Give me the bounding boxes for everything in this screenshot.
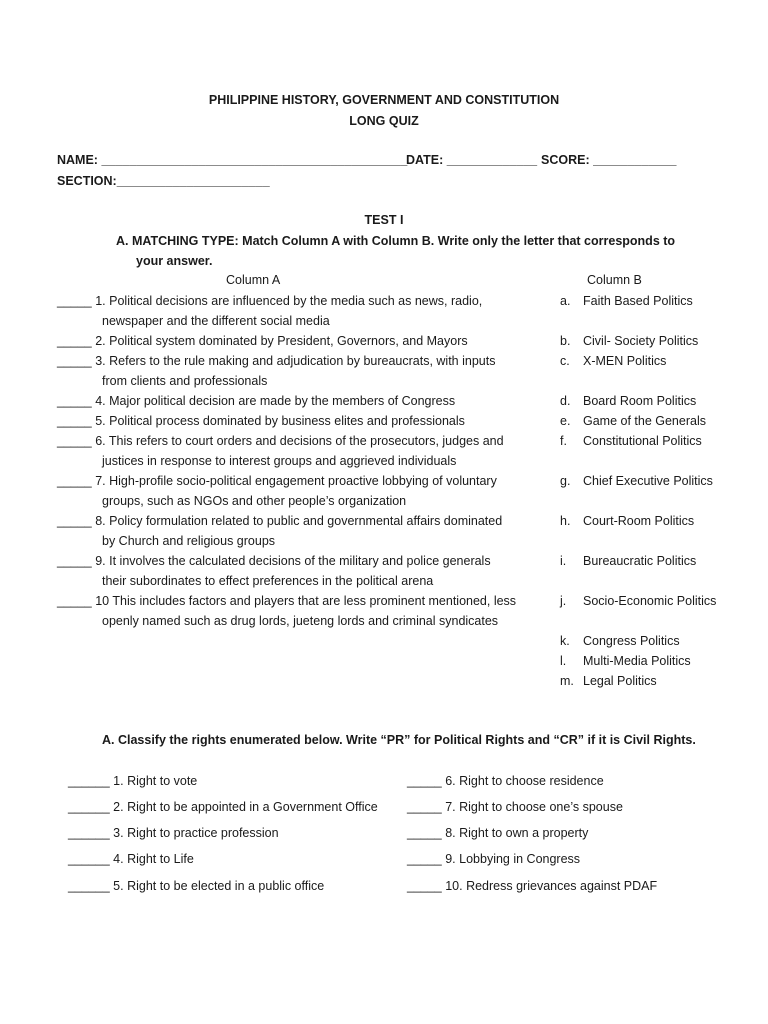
- test-title: TEST I: [364, 213, 404, 227]
- choice-letter: c.: [560, 354, 570, 368]
- choice-letter: m.: [560, 674, 574, 688]
- choice-letter: k.: [560, 634, 570, 648]
- choice-text: Chief Executive Politics: [583, 474, 713, 488]
- choice-item: [560, 291, 693, 311]
- matching-item-line2: groups, such as NGOs and other people’s organization: [102, 494, 407, 508]
- choice-item: [560, 411, 706, 431]
- choice-item: [560, 511, 694, 531]
- matching-item-line1: _____ 3. Refers to the rule making and adjudication by bureaucrats, with inputs: [57, 354, 496, 368]
- choice-text: Bureaucratic Politics: [583, 554, 697, 568]
- column-b-header: Column B: [587, 273, 642, 287]
- rights-item: ______ 4. Right to Life: [68, 852, 194, 866]
- choice-letter: l.: [560, 654, 567, 668]
- choice-text: Socio-Economic Politics: [583, 594, 717, 608]
- rights-item: ______ 2. Right to be appointed in a Government Office: [68, 800, 378, 814]
- choice-text: Multi-Media Politics: [583, 654, 691, 668]
- name-field: NAME: ____________________________________________: [57, 153, 408, 167]
- choice-letter: i.: [560, 554, 567, 568]
- rights-item: ______ 1. Right to vote: [68, 774, 198, 788]
- choice-item: [560, 351, 666, 371]
- rights-item: ______ 5. Right to be elected in a public office: [68, 879, 325, 893]
- matching-item-line1: _____ 5. Political process dominated by business elites and professionals: [57, 414, 465, 428]
- choice-letter: b.: [560, 334, 571, 348]
- matching-item: [57, 471, 537, 511]
- matching-item: [57, 551, 537, 591]
- choice-text: X-MEN Politics: [583, 354, 667, 368]
- matching-item-line1: _____ 10 This includes factors and players that are less prominent mentioned, less: [57, 594, 517, 608]
- choice-letter: d.: [560, 394, 571, 408]
- section-field: SECTION:______________________: [57, 174, 270, 188]
- instruction-line-2: your answer.: [136, 254, 213, 268]
- date-field: DATE: _____________: [406, 153, 538, 167]
- choice-item: [560, 431, 702, 451]
- matching-item: [57, 351, 537, 391]
- matching-item-line1: _____ 8. Policy formulation related to public and governmental affairs dominated: [57, 514, 503, 528]
- matching-item: [57, 511, 537, 551]
- matching-item-line1: _____ 9. It involves the calculated decisions of the military and police generals: [57, 554, 491, 568]
- matching-item-line1: _____ 4. Major political decision are made by the members of Congress: [57, 394, 456, 408]
- choice-item: [560, 551, 696, 571]
- matching-item-line1: _____ 6. This refers to court orders and decisions of the prosecutors, judges and: [57, 434, 504, 448]
- choice-item: [560, 391, 696, 411]
- rights-item: ______ 3. Right to practice profession: [68, 826, 279, 840]
- choice-text: Legal Politics: [583, 674, 657, 688]
- matching-item-line2: justices in response to interest groups and aggrieved individuals: [102, 454, 457, 468]
- choice-text: Faith Based Politics: [583, 294, 693, 308]
- rights-item: _____ 9. Lobbying in Congress: [407, 852, 581, 866]
- choice-letter: h.: [560, 514, 571, 528]
- instruction-line-1: A. MATCHING TYPE: Match Column A with Column B. Write only the letter that corresponds to: [116, 234, 676, 248]
- choice-text: Congress Politics: [583, 634, 680, 648]
- choice-item: [560, 651, 691, 671]
- score-field: SCORE: ____________: [541, 153, 677, 167]
- document-subtitle: LONG QUIZ: [349, 114, 419, 128]
- matching-item: [57, 591, 537, 631]
- rights-item: _____ 6. Right to choose residence: [407, 774, 604, 788]
- choice-item: [560, 471, 713, 491]
- matching-item-line1: _____ 7. High-profile socio-political engagement proactive lobbying of voluntary: [57, 474, 497, 488]
- matching-item-line1: _____ 1. Political decisions are influenced by the media such as news, radio,: [57, 294, 483, 308]
- rights-item: _____ 8. Right to own a property: [407, 826, 589, 840]
- classify-instruction: A. Classify the rights enumerated below. Write “PR” for Political Rights and “CR” if it is Civil Rights.: [102, 733, 696, 747]
- column-a-header: Column A: [226, 273, 281, 287]
- matching-item-line2: newspaper and the different social media: [102, 314, 330, 328]
- matching-item-line2: by Church and religious groups: [102, 534, 276, 548]
- choice-text: Civil- Society Politics: [583, 334, 699, 348]
- choice-item: [560, 631, 680, 651]
- rights-item: _____ 10. Redress grievances against PDAF: [407, 879, 658, 893]
- choice-item: [560, 331, 698, 351]
- choice-letter: j.: [560, 594, 567, 608]
- matching-item: [57, 331, 537, 351]
- matching-item-line2: their subordinates to effect preferences in the political arena: [102, 574, 434, 588]
- choice-text: Court-Room Politics: [583, 514, 695, 528]
- matching-item: [57, 291, 537, 331]
- choice-letter: g.: [560, 474, 571, 488]
- choice-item: [560, 671, 657, 691]
- choice-letter: f.: [560, 434, 567, 448]
- document-title: PHILIPPINE HISTORY, GOVERNMENT AND CONSTITUTION: [208, 93, 560, 107]
- matching-item-line2: from clients and professionals: [102, 374, 268, 388]
- matching-item: [57, 431, 537, 471]
- choice-letter: a.: [560, 294, 571, 308]
- choice-letter: e.: [560, 414, 571, 428]
- choice-text: Constitutional Politics: [583, 434, 702, 448]
- choice-text: Game of the Generals: [583, 414, 706, 428]
- matching-item: [57, 411, 537, 431]
- matching-item-line1: _____ 2. Political system dominated by President, Governors, and Mayors: [57, 334, 468, 348]
- matching-item: [57, 391, 537, 411]
- choice-text: Board Room Politics: [583, 394, 697, 408]
- matching-item-line2: openly named such as drug lords, jueteng lords and criminal syndicates: [102, 614, 499, 628]
- choice-item: [560, 591, 716, 611]
- rights-item: _____ 7. Right to choose one’s spouse: [407, 800, 623, 814]
